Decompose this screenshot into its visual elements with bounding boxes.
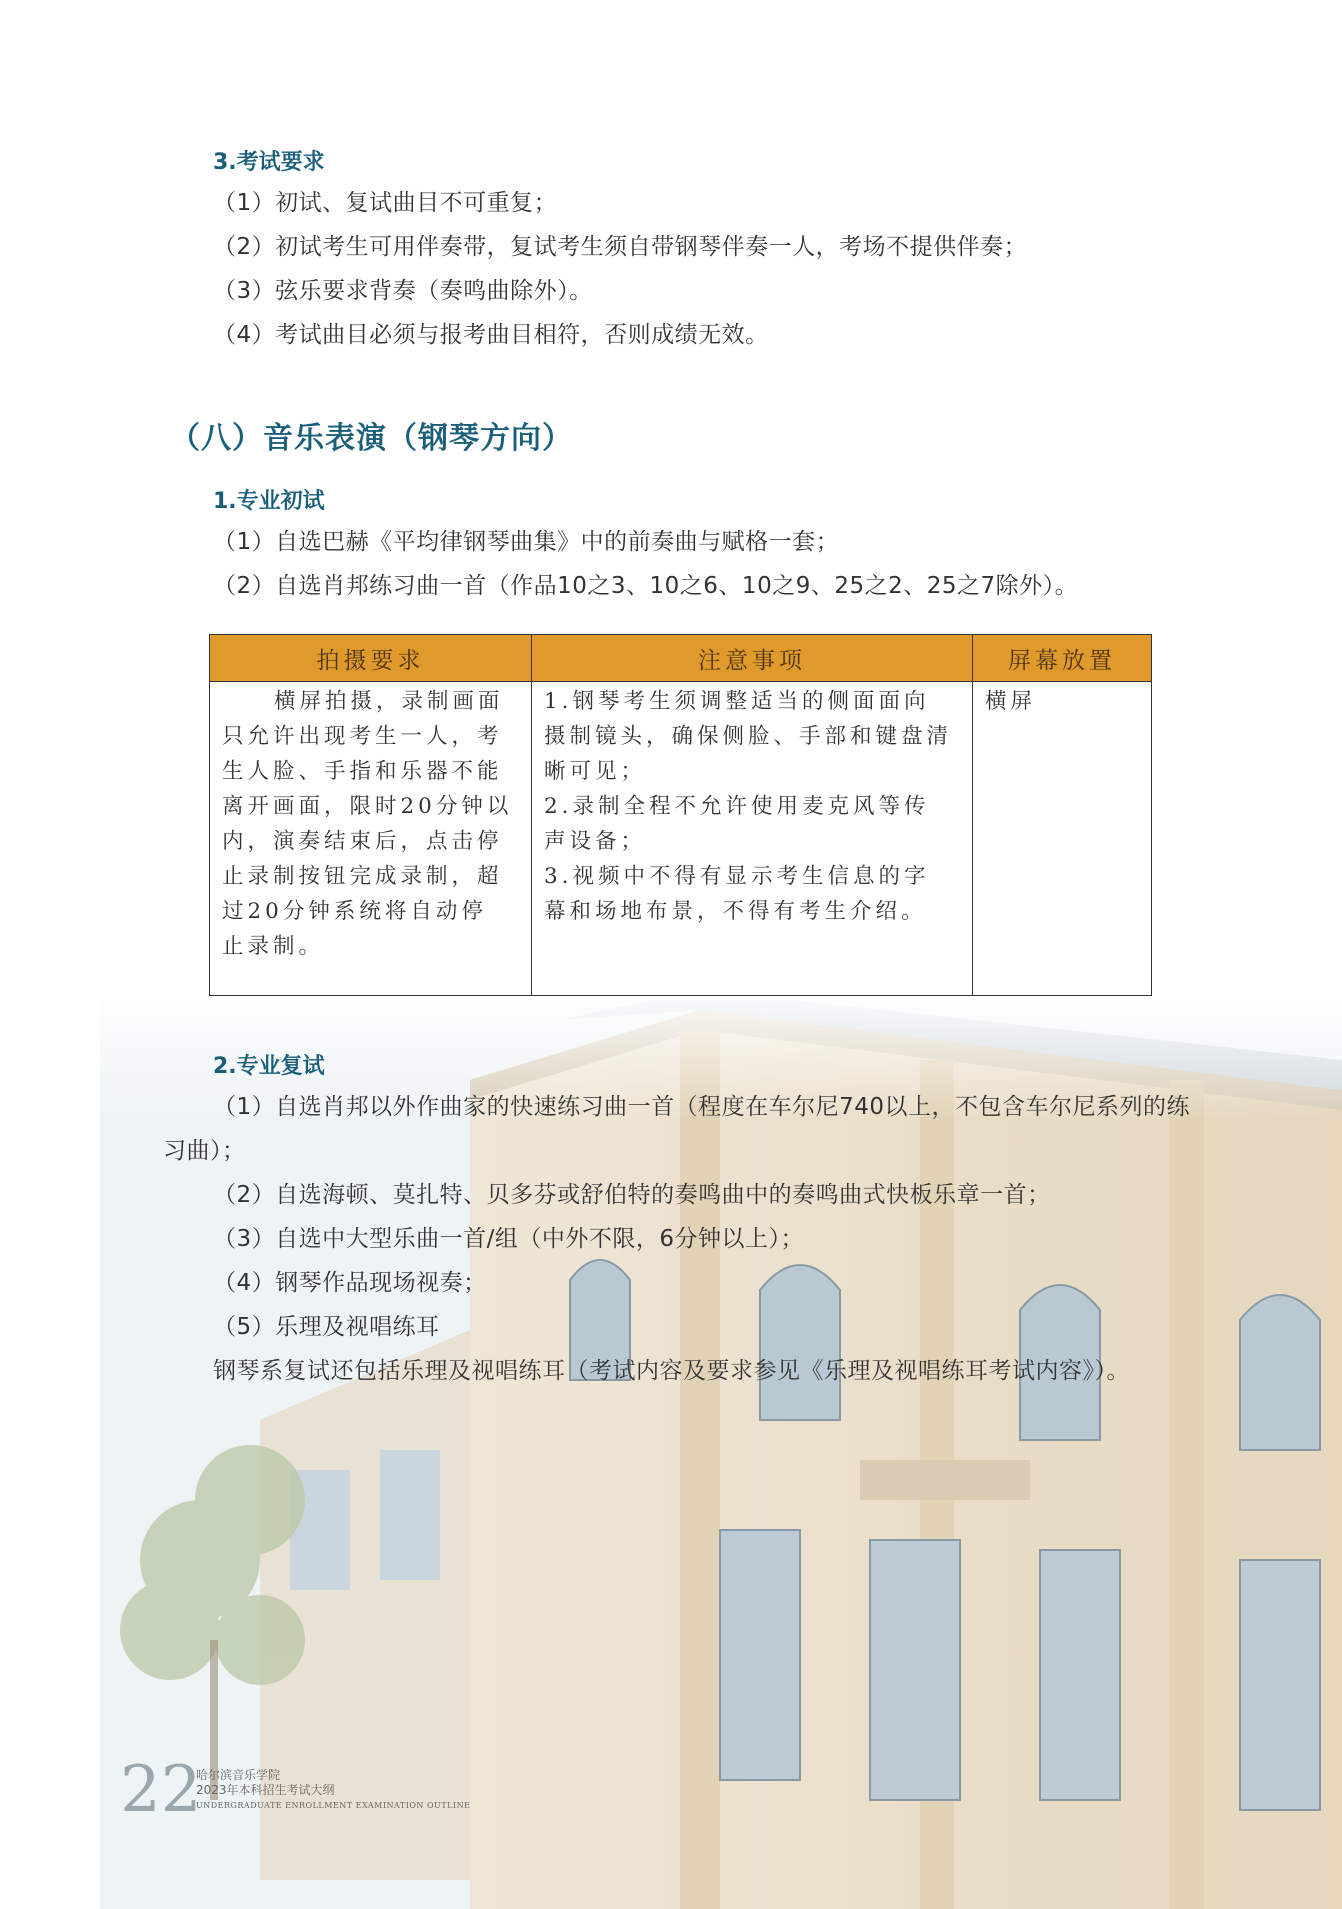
- exam-req-item-2: （2）初试考生可用伴奏带，复试考生须自带钢琴伴奏一人，考场不提供伴奏；: [213, 234, 1028, 260]
- cell-line: 止录制。: [222, 934, 325, 959]
- cell-screen-orientation: 横屏: [973, 682, 1152, 996]
- retest-heading: 2.专业复试: [213, 1054, 325, 1079]
- cell-line: 过20分钟系统将自动停: [222, 899, 487, 924]
- retest-item-4: （4）钢琴作品现场视奏；: [213, 1270, 487, 1296]
- cell-line: 内，演奏结束后，点击停: [222, 829, 503, 854]
- page-number: 22: [120, 1753, 202, 1827]
- header-shooting-requirements: 拍摄要求: [210, 635, 532, 682]
- table-header-row: [210, 635, 1152, 682]
- cell-line: 1.钢琴考生须调整适当的侧面面向: [544, 689, 930, 714]
- cell-line: 幕和场地布景，不得有考生介绍。: [544, 899, 927, 924]
- table-row: [210, 682, 1152, 996]
- cell-line: 2.录制全程不允许使用麦克风等传: [544, 794, 930, 819]
- cell-line: 止录制按钮完成录制，超: [222, 864, 503, 889]
- footer-english-title: UNDERGRADUATE ENROLLMENT EXAMINATION OUTLINE: [196, 1801, 471, 1810]
- cell-line: 只允许出现考生一人，考: [222, 724, 503, 749]
- header-notes: 注意事项: [532, 635, 973, 682]
- cell-line: 晰可见；: [544, 759, 647, 784]
- prelim-heading: 1.专业初试: [213, 489, 325, 514]
- exam-req-item-4: （4）考试曲目必须与报考曲目相符，否则成绩无效。: [213, 322, 769, 348]
- retest-item-5: （5）乐理及视唱练耳: [213, 1314, 440, 1340]
- cell-line: 摄制镜头，确保侧脸、手部和键盘清: [544, 724, 953, 749]
- header-screen-orientation: 屏幕放置: [973, 635, 1152, 682]
- recording-requirements-table: [209, 634, 1152, 996]
- cell-notes: [532, 682, 973, 996]
- retest-item-1: （1）自选肖邦以外作曲家的快速练习曲一首（程度在车尔尼740以上，不包含车尔尼系列的练习曲）；: [163, 1094, 1191, 1164]
- cell-line: 横屏拍摄，录制画面: [274, 689, 504, 714]
- prelim-item-1: （1）自选巴赫《平均律钢琴曲集》中的前奏曲与赋格一套；: [213, 529, 840, 555]
- footer-school-name: 哈尔滨音乐学院: [196, 1768, 281, 1782]
- exam-req-item-1: （1）初试、复试曲目不可重复；: [213, 190, 558, 216]
- footer-doc-title: 2023年本科招生考试大纲: [196, 1783, 335, 1797]
- cell-line: 3.视频中不得有显示考生信息的字: [544, 864, 930, 889]
- exam-req-item-3: （3）弦乐要求背奏（奏鸣曲除外）。: [213, 278, 593, 304]
- retest-note: 钢琴系复试还包括乐理及视唱练耳（考试内容及要求参见《乐理及视唱练耳考试内容》）。: [213, 1358, 1130, 1384]
- cell-line: 离开画面，限时20分钟以: [222, 794, 513, 819]
- retest-item-2: （2）自选海顿、莫扎特、贝多芬或舒伯特的奏鸣曲中的奏鸣曲式快板乐章一首；: [213, 1182, 1051, 1208]
- cell-line: 声设备；: [544, 829, 647, 854]
- cell-line: 生人脸、手指和乐器不能: [222, 759, 503, 784]
- exam-requirements-heading: 3.考试要求: [213, 150, 325, 175]
- retest-item-3: （3）自选中大型乐曲一首/组（中外不限，6分钟以上）；: [213, 1226, 805, 1252]
- piano-section-heading: （八）音乐表演（钢琴方向）: [170, 421, 573, 456]
- cell-shooting-requirements: [210, 682, 532, 996]
- prelim-item-2: （2）自选肖邦练习曲一首（作品10之3、10之6、10之9、25之2、25之7除外）。: [213, 573, 1079, 599]
